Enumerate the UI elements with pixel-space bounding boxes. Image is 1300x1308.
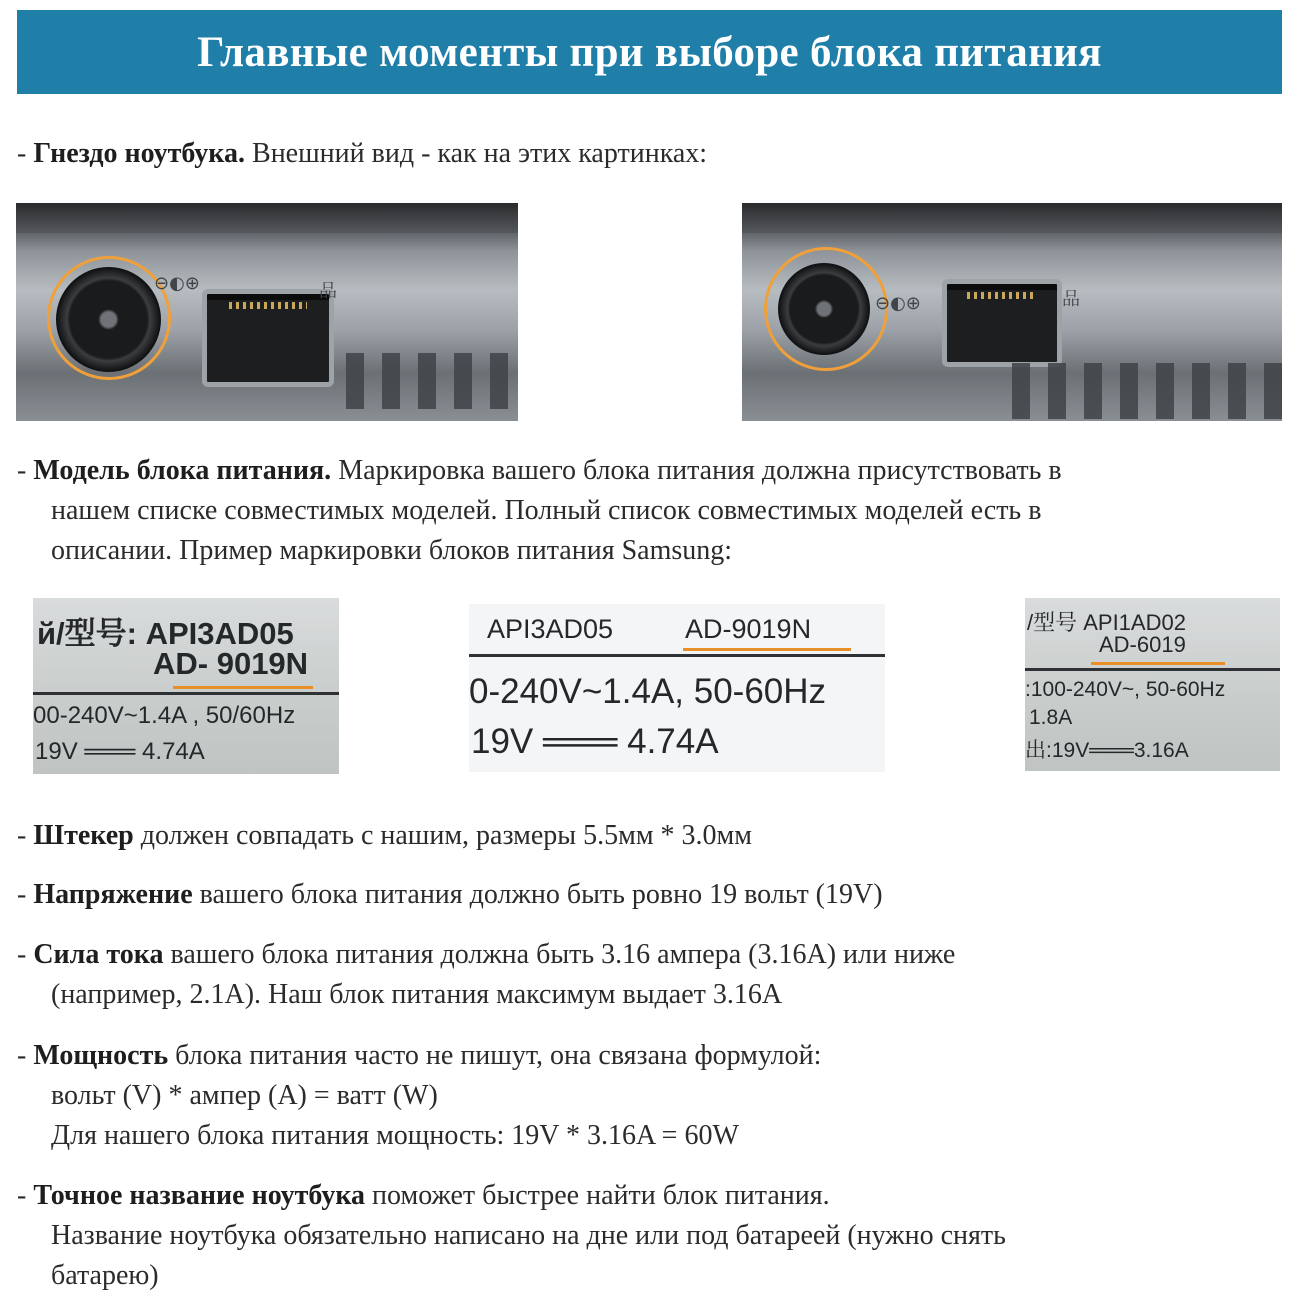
ethernet-port <box>942 279 1062 367</box>
plug-heading: Штекер <box>33 820 134 851</box>
highlight-circle <box>764 247 888 371</box>
socket-heading: Гнездо ноутбука. <box>33 138 246 169</box>
title-banner <box>17 10 1282 94</box>
section-current: - Сила тока вашего блока питания должна быть 3.16 ампера (3.16A) или ниже (например, 2.1A). Наш блок питания максимум выдает 3.16A <box>17 939 956 1010</box>
socket-text: Внешний вид - как на этих картинках: <box>245 138 708 169</box>
network-icon: 品 <box>319 281 337 302</box>
power-symbol-icon: ⊖◐⊕ <box>875 293 921 314</box>
vents <box>1012 363 1282 419</box>
power-calculation: Для нашего блока питания мощность: 19V * 3.16A = 60W <box>51 1120 739 1151</box>
section-voltage: - Напряжение вашего блока питания должно быть ровно 19 вольт (19V) <box>17 879 883 910</box>
page-title: Главные моменты при выборе блока питания <box>197 28 1102 76</box>
section-laptop-name: - Точное название ноутбука поможет быстрее найти блок питания. Название ноутбука обязательно написано на дне или под батареей (нужно снять батарею) <box>17 1180 1006 1291</box>
psu-label-photo-3: /型号 API1AD02 AD-6019 :100-240V~, 50-60Hz 1.8A 出:19V═══3.16A <box>1025 598 1280 771</box>
section-model: - Модель блока питания. Маркировка вашего блока питания должна присутствовать в нашем списке совместимых моделей. Полный список совместимых моделей есть в описании. Пример маркировки блоков питания Samsung: <box>17 455 1062 566</box>
laptop-socket-photo-2 <box>742 203 1282 421</box>
section-power: - Мощность блока питания часто не пишут, она связана формулой: вольт (V) * ампер (A) = ватт (W) Для нашего блока питания мощность: 19V * 3.16A = 60W <box>17 1036 821 1156</box>
voltage-heading: Напряжение <box>33 879 193 910</box>
highlight-circle <box>47 256 171 380</box>
model-heading: Модель блока питания. <box>33 455 332 486</box>
section-plug: - Штекер должен совпадать с нашим, размеры 5.5мм * 3.0мм <box>17 820 752 851</box>
power-symbol-icon: ⊖◐⊕ <box>154 273 200 294</box>
psu-label-photo-1: й/型号: API3AD05 AD- 9019N 00-240V~1.4A , 50/60Hz 19V ═══ 4.74A <box>33 598 339 774</box>
section-socket: - Гнездо ноутбука. Внешний вид - как на этих картинках: <box>17 138 708 169</box>
vents <box>346 353 518 409</box>
ethernet-port <box>202 289 334 387</box>
current-heading: Сила тока <box>33 939 164 970</box>
model-underline <box>683 648 851 651</box>
model-underline <box>173 686 313 689</box>
power-heading: Мощность <box>33 1040 169 1071</box>
model-underline <box>1091 662 1225 665</box>
psu-label-photo-2: API3AD05 AD-9019N 0-240V~1.4A, 50-60Hz 19V ═══ 4.74A <box>469 604 885 772</box>
laptop-socket-photo-1 <box>16 203 518 421</box>
name-heading: Точное название ноутбука <box>33 1180 366 1211</box>
power-formula: вольт (V) * ампер (A) = ватт (W) <box>51 1080 438 1111</box>
network-icon: 品 <box>1062 289 1080 310</box>
